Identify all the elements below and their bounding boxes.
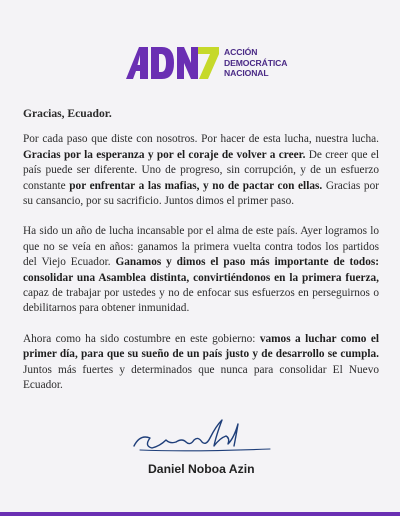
logo-line-accion: ACCIÓN — [224, 47, 258, 58]
letter-greeting: Gracias, Ecuador. — [23, 107, 112, 120]
letter-paragraph — [23, 332, 379, 394]
text-run: De creer que el país puede ser diferente. Uno de progreso, sin corrupción, y de un esfuerzo constante — [23, 148, 379, 192]
logo-line-nacional: NACIONAL — [224, 68, 269, 79]
signature-block — [0, 416, 400, 486]
text-run: Ha sido un año de lucha incansable por el alma de este país. Ayer logramos lo que no se veía en años: ganamos la primera vuelta contra todos los partidos del Viejo Ecuador. — [23, 225, 379, 269]
bold-text-run: Ganamos y dimos el paso más importante de todos: consolidar una Asamblea distinta, convirtiéndonos en la primera fuerza, — [23, 256, 379, 284]
signature-name: Daniel Noboa Azin — [148, 462, 255, 476]
text-run: Por cada paso que diste con nosotros. Por hacer de esta lucha, nuestra lucha. — [23, 133, 379, 146]
bold-text-run: Gracias por la esperanza y por el coraje de volver a creer. — [23, 148, 306, 161]
adn-logo — [124, 44, 287, 82]
text-run: Ahora como ha sido costumbre en este gobierno: — [23, 332, 260, 345]
adn-logo-text — [224, 47, 287, 78]
letter-paragraph — [23, 224, 379, 316]
handwritten-signature — [130, 416, 280, 462]
text-run: Juntos más fuertes y determinados que nunca para consolidar El Nuevo Ecuador. — [23, 363, 379, 392]
logo-line-democratica: DEMOCRÁTICA — [224, 57, 288, 68]
text-run: capaz de trabajar por ustedes y no de enfocar sus esfuerzos en perseguirnos o debilitarnos para obtener inmunidad. — [23, 287, 379, 315]
letter-paragraph — [23, 132, 379, 209]
bold-text-run: por enfrentar a las mafias, y no de pactar con ellas. — [69, 179, 323, 192]
bottom-accent-bar — [0, 512, 400, 516]
letter-body — [23, 106, 379, 409]
text-run: Gracias por su cansancio, por su sacrificio. Juntos dimos el primer paso. — [23, 179, 379, 208]
adn-logo-mark-icon — [124, 45, 220, 81]
bold-text-run: vamos a luchar como el primer día, para que su sueño de un país justo y de desarrollo se cumpla. — [23, 332, 380, 361]
